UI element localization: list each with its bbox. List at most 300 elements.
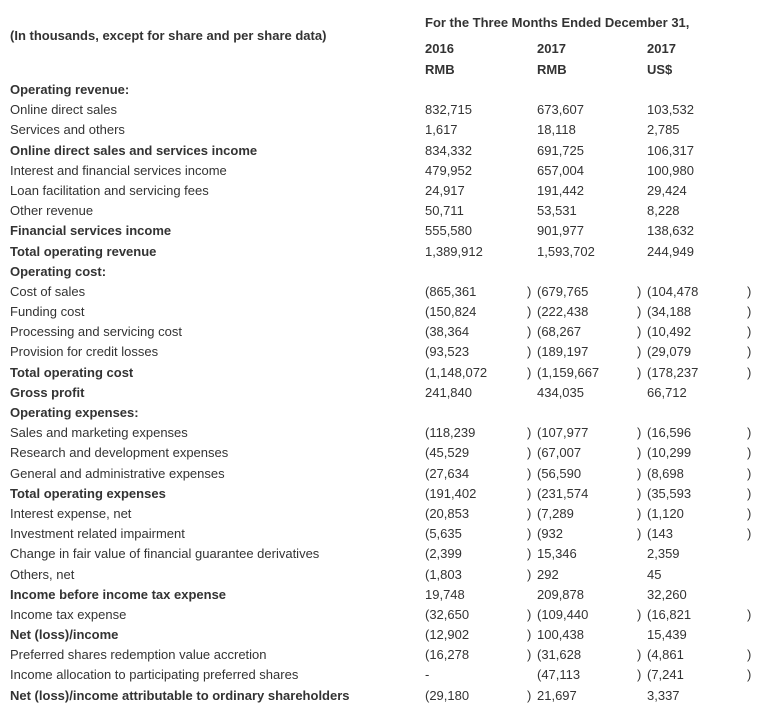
closing-paren — [527, 141, 537, 161]
table-row — [0, 665, 764, 685]
row-label: Income tax expense — [10, 606, 127, 622]
closing-paren: ) — [527, 566, 532, 582]
value-cell — [425, 302, 537, 322]
closing-paren — [637, 161, 647, 181]
row-label: Gross profit — [10, 384, 85, 400]
table-row — [0, 342, 764, 362]
cell-value: (5,635 — [425, 526, 462, 542]
closing-paren: ) — [527, 505, 532, 521]
cell-value: (7,289 — [537, 505, 574, 521]
column-currency-usd-2017: US$ — [647, 62, 673, 77]
value-cell — [647, 201, 757, 221]
closing-paren: ) — [637, 667, 642, 683]
table-row — [0, 161, 764, 181]
table-row — [0, 141, 764, 161]
table-row — [0, 100, 764, 120]
closing-paren: ) — [747, 445, 752, 461]
closing-paren — [527, 100, 537, 120]
value-cell — [425, 464, 537, 484]
value-cell — [537, 100, 647, 120]
cell-value: (118,239 — [425, 425, 476, 441]
closing-paren — [527, 120, 537, 140]
table-row — [0, 443, 764, 463]
cell-value: (29,180 — [425, 687, 470, 703]
closing-paren — [527, 201, 537, 221]
value-cell — [537, 383, 647, 403]
value-cell — [647, 403, 757, 423]
value-cell — [537, 665, 647, 685]
closing-paren — [747, 585, 757, 605]
value-cell — [425, 605, 537, 625]
closing-paren: ) — [527, 546, 532, 562]
cell-value — [647, 80, 747, 100]
value-cell — [647, 625, 757, 645]
closing-paren — [637, 181, 647, 201]
closing-paren: ) — [637, 505, 642, 521]
closing-paren — [747, 201, 757, 221]
column-currency-rmb-2016: RMB — [425, 62, 455, 77]
row-label: Net (loss)/income — [10, 627, 119, 643]
value-cell — [647, 302, 757, 322]
cell-value: (47,113 — [537, 667, 581, 683]
value-cell — [425, 665, 537, 685]
closing-paren — [747, 403, 757, 423]
closing-paren: ) — [747, 606, 752, 622]
value-cell — [647, 221, 757, 241]
closing-paren: ) — [527, 526, 532, 542]
value-cell — [537, 342, 647, 362]
value-cell — [425, 242, 537, 262]
closing-paren — [637, 585, 647, 605]
table-header — [0, 0, 764, 80]
value-cell — [425, 282, 537, 302]
cell-value: (865,361 — [425, 283, 477, 299]
closing-paren: ) — [527, 425, 532, 441]
closing-paren — [527, 181, 537, 201]
units-note: (In thousands, except for share and per share data) — [10, 28, 327, 43]
table-row — [0, 423, 764, 443]
cell-value: 19,748 — [425, 586, 465, 602]
cell-value: 100,980 — [647, 162, 694, 178]
closing-paren — [747, 544, 757, 564]
cell-value: 15,346 — [537, 546, 577, 562]
value-cell — [537, 403, 647, 423]
cell-value: 479,952 — [425, 162, 472, 178]
cell-value: (104,478 — [647, 283, 699, 299]
cell-value: (10,299 — [647, 445, 692, 461]
table-body — [0, 80, 764, 706]
row-label: Total operating revenue — [10, 243, 157, 259]
cell-value: (29,079 — [647, 344, 692, 360]
value-cell — [425, 161, 537, 181]
value-cell — [647, 100, 757, 120]
cell-value: (20,853 — [425, 505, 470, 521]
cell-value: (31,628 — [537, 647, 582, 663]
closing-paren: ) — [527, 364, 532, 380]
value-cell — [647, 262, 757, 282]
closing-paren — [637, 565, 647, 585]
period-title: For the Three Months Ended December 31, — [425, 15, 690, 30]
closing-paren — [637, 100, 647, 120]
closing-paren — [527, 383, 537, 403]
closing-paren: ) — [747, 324, 752, 340]
cell-value: (932 — [537, 526, 564, 542]
closing-paren: ) — [637, 445, 642, 461]
value-cell — [647, 120, 757, 140]
row-label: Financial services income — [10, 223, 172, 239]
closing-paren: ) — [527, 445, 532, 461]
value-cell — [537, 686, 647, 706]
closing-paren — [747, 100, 757, 120]
value-cell — [537, 484, 647, 504]
cell-value: (107,977 — [537, 425, 589, 441]
column-year-2016: 2016 — [425, 41, 454, 56]
closing-paren: ) — [637, 425, 642, 441]
value-cell — [425, 524, 537, 544]
value-cell — [425, 504, 537, 524]
row-label: Income allocation to participating preferred shares — [10, 667, 299, 683]
table-row — [0, 504, 764, 524]
closing-paren: ) — [747, 425, 752, 441]
closing-paren — [747, 120, 757, 140]
cell-value: (27,634 — [425, 465, 470, 481]
cell-value — [425, 262, 527, 282]
value-cell — [537, 565, 647, 585]
value-cell — [647, 242, 757, 262]
cell-value: 2,785 — [647, 122, 680, 138]
cell-value: (16,596 — [647, 425, 692, 441]
table-row — [0, 524, 764, 544]
closing-paren — [637, 383, 647, 403]
cell-value — [537, 80, 637, 100]
row-label: Income before income tax expense — [10, 586, 227, 602]
value-cell — [425, 585, 537, 605]
closing-paren: ) — [527, 627, 532, 643]
cell-value: 832,715 — [425, 102, 472, 118]
row-label: Others, net — [10, 566, 75, 582]
cell-value: (56,590 — [537, 465, 582, 481]
closing-paren — [747, 625, 757, 645]
closing-paren: ) — [527, 606, 532, 622]
value-cell — [425, 544, 537, 564]
column-year-2017-usd: 2017 — [647, 41, 676, 56]
row-label: Interest and financial services income — [10, 162, 227, 178]
closing-paren: ) — [747, 647, 752, 663]
value-cell — [647, 484, 757, 504]
closing-paren — [637, 141, 647, 161]
cell-value: (1,120 — [647, 505, 684, 521]
cell-value: (2,399 — [425, 546, 462, 562]
value-cell — [647, 181, 757, 201]
value-cell — [425, 625, 537, 645]
closing-paren — [637, 686, 647, 706]
table-row — [0, 686, 764, 706]
row-label: Funding cost — [10, 304, 85, 320]
table-row — [0, 302, 764, 322]
value-cell — [425, 383, 537, 403]
closing-paren — [527, 403, 537, 423]
closing-paren: ) — [747, 344, 752, 360]
closing-paren: ) — [747, 667, 752, 683]
closing-paren: ) — [637, 485, 642, 501]
closing-paren: ) — [527, 687, 532, 703]
cell-value: (38,364 — [425, 324, 470, 340]
value-cell — [537, 504, 647, 524]
closing-paren — [747, 262, 757, 282]
value-cell — [537, 423, 647, 443]
cell-value: (191,402 — [425, 485, 477, 501]
cell-value: (93,523 — [425, 344, 470, 360]
closing-paren: ) — [637, 606, 642, 622]
cell-value: (32,650 — [425, 606, 470, 622]
closing-paren: ) — [747, 505, 752, 521]
row-label: Services and others — [10, 122, 125, 138]
closing-paren: ) — [747, 304, 752, 320]
row-label: Change in fair value of financial guarantee derivatives — [10, 546, 320, 562]
cell-value: 1,593,702 — [537, 243, 595, 259]
row-label: Research and development expenses — [10, 445, 229, 461]
value-cell — [647, 565, 757, 585]
cell-value: (4,861 — [647, 647, 684, 663]
closing-paren — [527, 585, 537, 605]
cell-value: (16,278 — [425, 647, 470, 663]
cell-value: 292 — [537, 566, 559, 582]
closing-paren: ) — [747, 283, 752, 299]
closing-paren: ) — [637, 526, 642, 542]
row-label: Provision for credit losses — [10, 344, 159, 360]
cell-value: 1,389,912 — [425, 243, 483, 259]
value-cell — [647, 342, 757, 362]
closing-paren — [747, 181, 757, 201]
value-cell — [537, 120, 647, 140]
value-cell — [537, 221, 647, 241]
value-cell — [425, 363, 537, 383]
table-row — [0, 484, 764, 504]
cell-value: 1,617 — [425, 122, 458, 138]
closing-paren — [527, 80, 537, 100]
row-label: Processing and servicing cost — [10, 324, 182, 340]
closing-paren: ) — [527, 465, 532, 481]
cell-value: 209,878 — [537, 586, 584, 602]
value-cell — [425, 443, 537, 463]
cell-value: 106,317 — [647, 142, 694, 158]
value-cell — [425, 141, 537, 161]
value-cell — [647, 605, 757, 625]
closing-paren — [527, 665, 537, 685]
row-label: Operating revenue: — [10, 82, 130, 97]
value-cell — [647, 645, 757, 665]
cell-value: (10,492 — [647, 324, 692, 340]
closing-paren — [747, 383, 757, 403]
closing-paren — [637, 544, 647, 564]
value-cell — [425, 201, 537, 221]
value-cell — [425, 342, 537, 362]
period-header — [425, 15, 764, 80]
table-row — [0, 201, 764, 221]
cell-value: (222,438 — [537, 304, 589, 320]
cell-value: 901,977 — [537, 223, 584, 239]
cell-value: 53,531 — [537, 203, 577, 219]
row-label: Net (loss)/income attributable to ordinary shareholders — [10, 687, 350, 703]
cell-value: 555,580 — [425, 223, 472, 239]
value-cell — [647, 80, 757, 100]
row-label: Operating expenses: — [10, 405, 139, 420]
value-cell — [647, 585, 757, 605]
value-cell — [425, 221, 537, 241]
value-cell — [537, 524, 647, 544]
column-year-2017-rmb: 2017 — [537, 41, 566, 56]
cell-value: 100,438 — [537, 627, 584, 643]
cell-value: (143 — [647, 526, 674, 542]
value-cell — [425, 80, 537, 100]
value-cell — [647, 383, 757, 403]
value-cell — [647, 282, 757, 302]
closing-paren — [747, 242, 757, 262]
value-cell — [647, 665, 757, 685]
closing-paren — [747, 161, 757, 181]
row-label: Operating cost: — [10, 263, 107, 279]
row-label: Total operating cost — [10, 364, 134, 380]
cell-value: (150,824 — [425, 304, 477, 320]
row-label: Cost of sales — [10, 283, 86, 299]
table-row — [0, 544, 764, 564]
cell-value: 18,118 — [537, 122, 576, 138]
cell-value: 244,949 — [647, 243, 694, 259]
cell-value: 834,332 — [425, 142, 472, 158]
cell-value: 2,359 — [647, 546, 680, 562]
cell-value: (12,902 — [425, 627, 470, 643]
closing-paren — [637, 403, 647, 423]
value-cell — [537, 141, 647, 161]
cell-value: 241,840 — [425, 384, 472, 400]
value-cell — [537, 443, 647, 463]
value-cell — [647, 141, 757, 161]
closing-paren: ) — [527, 647, 532, 663]
cell-value: 103,532 — [647, 102, 694, 118]
row-label: Interest expense, net — [10, 505, 132, 521]
cell-value: (189,197 — [537, 344, 589, 360]
year-header-row — [425, 38, 764, 59]
cell-value: 15,439 — [647, 627, 687, 643]
closing-paren — [747, 221, 757, 241]
closing-paren — [747, 686, 757, 706]
value-cell — [425, 423, 537, 443]
cell-value: 32,260 — [647, 586, 687, 602]
closing-paren: ) — [527, 283, 532, 299]
closing-paren — [637, 625, 647, 645]
cell-value: 21,697 — [537, 687, 577, 703]
cell-value: 657,004 — [537, 162, 584, 178]
value-cell — [537, 201, 647, 221]
column-currency-rmb-2017: RMB — [537, 62, 567, 77]
table-row — [0, 120, 764, 140]
cell-value: (231,574 — [537, 485, 589, 501]
closing-paren — [637, 201, 647, 221]
cell-value: 191,442 — [537, 182, 584, 198]
value-cell — [537, 605, 647, 625]
closing-paren: ) — [637, 304, 642, 320]
value-cell — [425, 181, 537, 201]
cell-value: 691,725 — [537, 142, 584, 158]
cell-value: 673,607 — [537, 102, 584, 118]
value-cell — [537, 363, 647, 383]
value-cell — [425, 100, 537, 120]
value-cell — [425, 403, 537, 423]
value-cell — [425, 262, 537, 282]
value-cell — [647, 464, 757, 484]
cell-value: (1,148,072 — [425, 364, 488, 380]
value-cell — [537, 181, 647, 201]
cell-value: (67,007 — [537, 445, 582, 461]
table-row — [0, 585, 764, 605]
closing-paren: ) — [527, 324, 532, 340]
closing-paren: ) — [747, 485, 752, 501]
cell-value: (1,803 — [425, 566, 462, 582]
closing-paren — [527, 242, 537, 262]
cell-value: (34,188 — [647, 304, 692, 320]
closing-paren — [527, 161, 537, 181]
closing-paren — [637, 221, 647, 241]
closing-paren — [747, 141, 757, 161]
value-cell — [647, 322, 757, 342]
cell-value: 434,035 — [537, 384, 584, 400]
value-cell — [647, 363, 757, 383]
table-row — [0, 181, 764, 201]
closing-paren: ) — [527, 485, 532, 501]
value-cell — [425, 645, 537, 665]
row-label: Online direct sales and services income — [10, 142, 258, 158]
value-cell — [647, 524, 757, 544]
closing-paren: ) — [527, 304, 532, 320]
cell-value: 138,632 — [647, 223, 694, 239]
table-row — [0, 645, 764, 665]
closing-paren: ) — [637, 465, 642, 481]
value-cell — [537, 544, 647, 564]
row-label: General and administrative expenses — [10, 465, 225, 481]
cell-value: (679,765 — [537, 283, 589, 299]
cell-value — [425, 403, 527, 423]
value-cell — [647, 686, 757, 706]
value-cell — [537, 262, 647, 282]
table-row — [0, 80, 764, 100]
closing-paren: ) — [637, 324, 642, 340]
cell-value — [537, 262, 637, 282]
cell-value: 24,917 — [425, 182, 465, 198]
table-row — [0, 605, 764, 625]
cell-value — [647, 403, 747, 423]
value-cell — [647, 443, 757, 463]
table-row — [0, 322, 764, 342]
cell-value: 45 — [647, 566, 662, 582]
row-label: Other revenue — [10, 203, 94, 219]
value-cell — [647, 544, 757, 564]
closing-paren — [747, 565, 757, 585]
closing-paren — [527, 262, 537, 282]
table-row — [0, 565, 764, 585]
value-cell — [537, 282, 647, 302]
value-cell — [537, 625, 647, 645]
closing-paren — [637, 242, 647, 262]
value-cell — [425, 565, 537, 585]
cell-value: (68,267 — [537, 324, 582, 340]
cell-value: (7,241 — [647, 667, 684, 683]
table-row — [0, 625, 764, 645]
table-row — [0, 383, 764, 403]
closing-paren — [527, 221, 537, 241]
row-label: Investment related impairment — [10, 526, 185, 542]
value-cell — [537, 80, 647, 100]
row-label: Preferred shares redemption value accretion — [10, 647, 267, 663]
